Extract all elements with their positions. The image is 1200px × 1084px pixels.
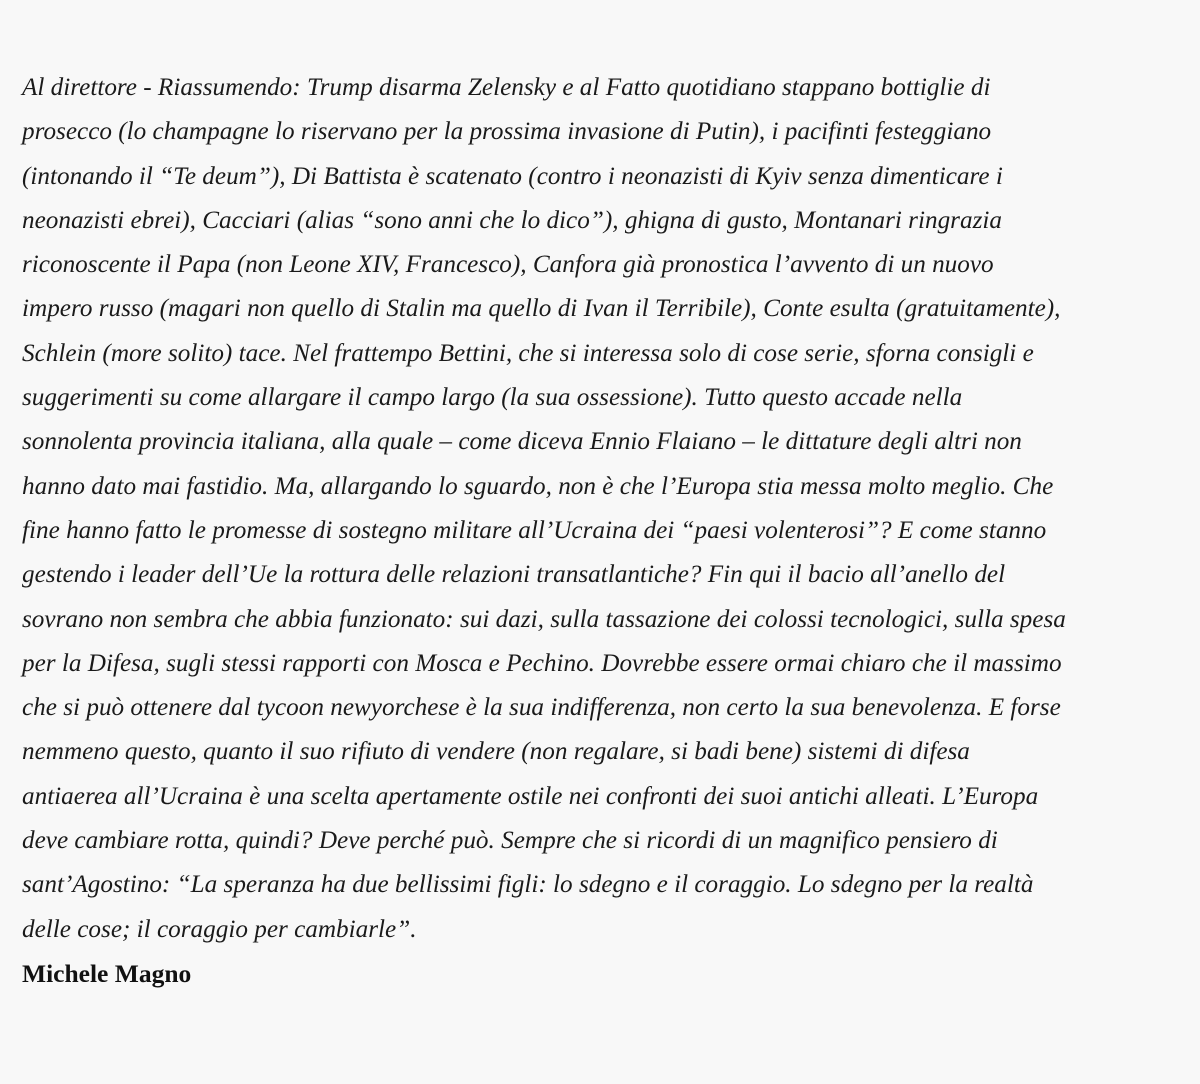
letter-line: che si può ottenere dal tycoon newyorchese è la sua indifferenza, non certo la sua benevolenza. E forse	[22, 694, 1061, 722]
letter-line: suggerimenti su come allargare il campo largo (la sua ossessione). Tutto questo accade nella	[22, 384, 963, 412]
letter-line: sonnolenta provincia italiana, alla quale – come diceva Ennio Flaiano – le dittature degli altri non	[22, 428, 1022, 456]
letter-line: Al direttore - Riassumendo: Trump disarma Zelensky e al Fatto quotidiano stappano bottiglie di	[22, 74, 991, 101]
letter-line: sovrano non sembra che abbia funzionato: sui dazi, sulla tassazione dei colossi tecnologici, sulla spesa	[22, 605, 1066, 633]
letter-line: delle cose; il coraggio per cambiarle”.	[22, 915, 417, 943]
letter-line: impero russo (magari non quello di Stalin ma quello di Ivan il Terribile), Conte esulta (gratuitamente),	[22, 295, 1061, 323]
letter-line: deve cambiare rotta, quindi? Deve perché può. Sempre che si ricordi di un magnifico pensiero di	[22, 827, 998, 855]
letter-line: per la Difesa, sugli stessi rapporti con Mosca e Pechino. Dovrebbe essere ormai chiaro che il massimo	[22, 649, 1062, 677]
letter-signature: Michele Magno	[22, 958, 192, 988]
letter-body	[22, 66, 1192, 952]
letter-line: hanno dato mai fastidio. Ma, allargando lo sguardo, non è che l’Europa stia messa molto meglio. Che	[22, 472, 1054, 500]
letter-line: nemmeno questo, quanto il suo rifiuto di vendere (non regalare, si badi bene) sistemi di difesa	[22, 738, 970, 766]
letter-line: fine hanno fatto le promesse di sostegno militare all’Ucraina dei “paesi volenterosi”? E come stanno	[22, 516, 1047, 544]
letter-line: Schlein (more solito) tace. Nel frattempo Bettini, che si interessa solo di cose serie, sforna consigli e	[22, 339, 1034, 367]
letter-line: riconoscente il Papa (non Leone XIV, Francesco), Canfora già pronostica l’avvento di un nuovo	[22, 251, 994, 279]
letter-line: neonazisti ebrei), Cacciari (alias “sono anni che lo dico”), ghigna di gusto, Montanari ringrazia	[22, 206, 1002, 234]
letter-line: gestendo i leader dell’Ue la rottura delle relazioni transatlantiche? Fin qui il bacio all’anello del	[22, 561, 1006, 589]
letter-line: (intonando il “Te deum”), Di Battista è scatenato (contro i neonazisti di Kyiv senza dimenticare i	[22, 162, 1003, 190]
letter	[22, 66, 1192, 996]
letter-line: sant’Agostino: “La speranza ha due bellissimi figli: lo sdegno e il coraggio. Lo sdegno per la realtà	[22, 871, 1034, 899]
letter-line: prosecco (lo champagne lo riservano per la prossima invasione di Putin), i pacifinti festeggiano	[22, 118, 992, 146]
letter-line: antiaerea all’Ucraina è una scelta apertamente ostile nei confronti dei suoi antichi alleati. L’Europa	[22, 782, 1039, 810]
